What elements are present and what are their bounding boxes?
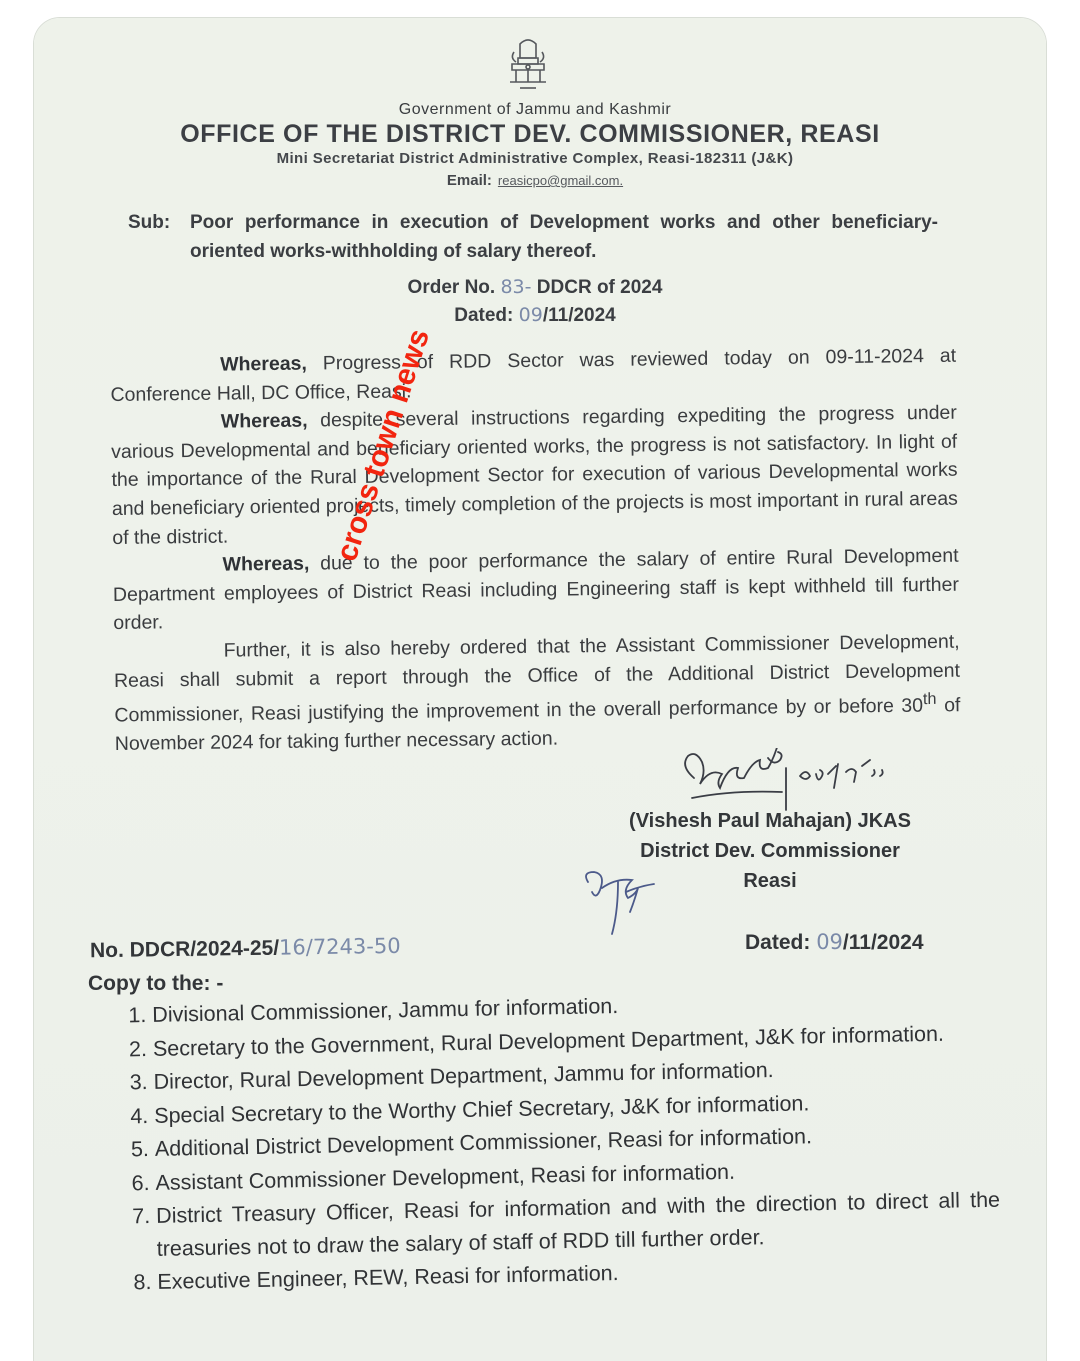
subject-block xyxy=(128,208,938,266)
order-no-handwritten: 83- xyxy=(500,276,532,298)
paragraph-3-text: due to the poor performance the salary of entire Rural Development Department employees of District Reasi including Engineering staff is kept withheld till further order. xyxy=(112,544,960,635)
order-number xyxy=(300,276,770,299)
list-item: 4. Special Secretary to the Worthy Chief Secretary, J&K for information. xyxy=(154,1083,998,1132)
list-item: 6. Assistant Commissioner Development, Reasi for information. xyxy=(155,1150,999,1199)
office-title: OFFICE OF THE DISTRICT DEV. COMMISSIONER, REASI xyxy=(180,120,880,148)
paragraph-4-text-end: of November 2024 for taking further necessary action. xyxy=(114,694,961,756)
signatory-place: Reasi xyxy=(743,870,797,892)
paragraph-4-text: Further, it is also hereby ordered that the Assistant Commissioner Development, Reasi shall submit a report through the Office of the Additional District Development Commissioner, Reasi justifying the improvement in the overall performance by or before 30 xyxy=(113,630,961,727)
list-item: 1. Divisional Commissioner, Jammu for information. xyxy=(152,983,996,1032)
dispatch-no-prefix: No. DDCR/2024-25/ xyxy=(89,936,280,963)
order-date-rest: /11/2024 xyxy=(542,305,616,326)
list-item: 8. Executive Engineer, REW, Reasi for information. xyxy=(157,1250,1001,1299)
list-item: 5. Additional District Development Commissioner, Reasi for information. xyxy=(155,1117,999,1166)
paragraph-1-lead: Whereas, xyxy=(220,352,307,376)
list-item: 2. Secretary to the Government, Rural Development Department, J&K for information. xyxy=(153,1016,997,1065)
signatory-designation: District Dev. Commissioner xyxy=(640,840,900,862)
office-address: Mini Secretariat District Administrative Complex, Reasi-182311 (J&K) xyxy=(276,150,794,167)
paragraph-3-lead: Whereas, xyxy=(222,552,310,576)
dispatch-date xyxy=(745,930,1005,955)
list-item: 7. District Treasury Officer, Reasi for information and with the direction to direct all the treasuries not to draw the salary of staff of RDD till further order. xyxy=(156,1184,1001,1265)
paragraph-1-text: Progress of RDD Sector was reviewed today on 09-11-2024 at Conference Hall, DC Office, Reasi. xyxy=(110,344,957,406)
order-date-label: Dated: xyxy=(454,305,514,326)
email-link[interactable]: reasicpo@gmail.com. xyxy=(497,173,624,188)
order-no-prefix: Order No. xyxy=(407,277,496,298)
order-date xyxy=(300,304,770,327)
paragraph-2-lead: Whereas, xyxy=(220,409,308,433)
paragraph-1 xyxy=(110,342,957,410)
paragraph-2 xyxy=(111,399,959,552)
copy-to-heading: Copy to the: - xyxy=(88,972,224,995)
copy-to-list xyxy=(96,983,1002,1301)
government-line: Government of Jammu and Kashmir xyxy=(398,101,672,118)
dispatch-date-handwritten: 09 xyxy=(816,930,843,954)
dispatch-date-label: Dated: xyxy=(745,931,811,954)
handwritten-initials-icon xyxy=(578,862,668,942)
subject-label: Sub: xyxy=(128,212,171,233)
order-date-handwritten: 09 xyxy=(518,304,543,326)
email-label: Email: xyxy=(446,172,492,189)
order-body xyxy=(110,342,961,759)
watermark-text: cross town news xyxy=(330,325,437,566)
paragraph-4 xyxy=(113,628,960,759)
email-line xyxy=(300,172,770,189)
signatory-name: (Vishesh Paul Mahajan) JKAS xyxy=(629,810,911,832)
paragraph-2-text: despite several instructions regarding expediting the progress under various Developmental and beneficiary oriented works, the progress is not satisfactory. In light of the importance of the Rural Development Sector for execution of various Developmental works and beneficiary oriented projects, timely completion of the projects is most important in rural areas of the district. xyxy=(111,401,958,549)
list-item: 3. Director, Rural Development Department, Jammu for information. xyxy=(153,1050,997,1099)
dispatch-date-rest: /11/2024 xyxy=(842,931,924,954)
paragraph-3 xyxy=(112,542,959,638)
order-no-suffix: DDCR of 2024 xyxy=(536,277,663,298)
dispatch-no-handwritten: 16/7243-50 xyxy=(278,933,401,960)
subject-text: Poor performance in execution of Development works and other beneficiary-oriented works-withholding of salary thereof. xyxy=(190,212,938,262)
paragraph-4-superscript: th xyxy=(922,690,937,709)
national-emblem-icon xyxy=(500,34,556,94)
